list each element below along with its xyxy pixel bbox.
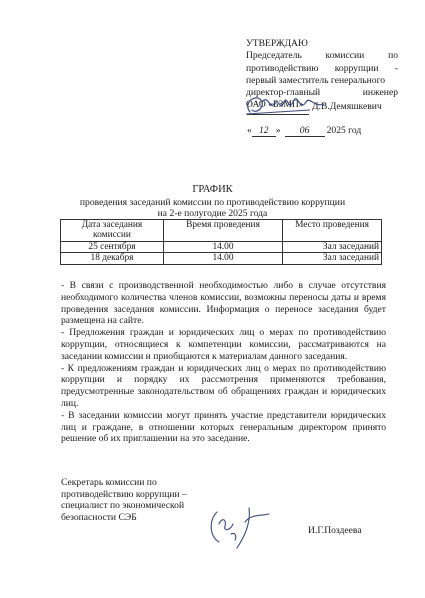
approval-text: коррупции (334, 62, 379, 74)
note-paragraph: - В заседании комиссии могут принять участие представители юридических лиц и граждане, в отношении которых генеральным директором принято решение об их приглашении на это заседание. (61, 409, 386, 445)
approval-line-3: первый заместитель генерального (246, 74, 386, 86)
secretary-name: И.Г.Поздеева (308, 525, 362, 536)
approval-date (247, 125, 377, 137)
table-cell-time: 14.00 (164, 253, 283, 264)
secretary-line: противодействию коррупции – (61, 488, 187, 500)
approval-company: ОАО «БЗМП» (246, 99, 304, 111)
secretary-block (61, 477, 221, 523)
table-header-time: Время проведения (164, 220, 283, 242)
approval-text: Председатель (246, 50, 302, 62)
date-year: 2025 год (326, 125, 362, 136)
approval-line-2 (246, 63, 398, 75)
note-paragraph: - К предложениям граждан и юридических лиц о мерах по противодействию коррупции и порядку их рассмотрения применяются требования, предусмотренные законодательством об обращениях граждан и юридических лиц. (61, 362, 386, 409)
date-quote-close: » (275, 125, 281, 136)
date-quote-open: « (247, 125, 252, 136)
table-header-place: Место проведения (283, 220, 382, 242)
table-header-date: Дата заседания комиссии (61, 220, 164, 242)
date-month: 06 (285, 125, 325, 137)
table-cell-place: Зал заседаний (283, 253, 382, 264)
table-cell-date: 18 декабря (61, 253, 164, 264)
secretary-line: Секретарь комиссии по (61, 477, 157, 488)
date-day: 12 (252, 125, 276, 137)
approval-heading: УТВЕРЖДАЮ (246, 38, 308, 49)
note-paragraph: - В связи с производственной необходимостью либо в случае отсутствия необходимого количества членов комиссии, возможны переносы даты и время проведения заседания комиссии. Информация о переносе заседания будет размещена на сайте. (61, 280, 386, 327)
notes-section (61, 280, 386, 445)
table-row (61, 253, 382, 264)
secretary-line: безопасности СЭБ (61, 511, 137, 523)
approval-signer: Д.В.Демяшкевич (312, 101, 382, 112)
table-cell-date: 25 сентября (61, 241, 164, 252)
secretary-signature-icon (205, 502, 275, 550)
schedule-subtitle-1: проведения заседаний комиссии по противодействию коррупции (79, 197, 346, 208)
approval-line-1 (246, 50, 398, 62)
secretary-line: специалист по экономической (61, 500, 185, 512)
table-cell-time: 14.00 (164, 241, 283, 252)
approval-text: комиссии (325, 50, 365, 62)
schedule-subtitle-2: на 2-е полугодие 2025 года (157, 208, 268, 219)
director-signature-icon (240, 90, 330, 120)
approval-text: по (388, 50, 398, 62)
table-header-row (61, 220, 382, 242)
note-paragraph: - Предложения граждан и юридических лиц о мерах по противодействию коррупции, относящиеся к компетенции комиссии, рассматриваются на заседании комиссии и приобщаются к материалам данного заседания. (61, 327, 386, 362)
table-row (61, 241, 382, 252)
approval-text: - (394, 62, 398, 74)
approval-text: директор-главный (246, 87, 321, 99)
schedule-title: ГРАФИК (192, 184, 233, 195)
approval-text: инженер (362, 87, 398, 99)
approval-text: противодействию (246, 62, 319, 74)
table-cell-place: Зал заседаний (283, 241, 382, 252)
schedule-table (60, 219, 382, 265)
